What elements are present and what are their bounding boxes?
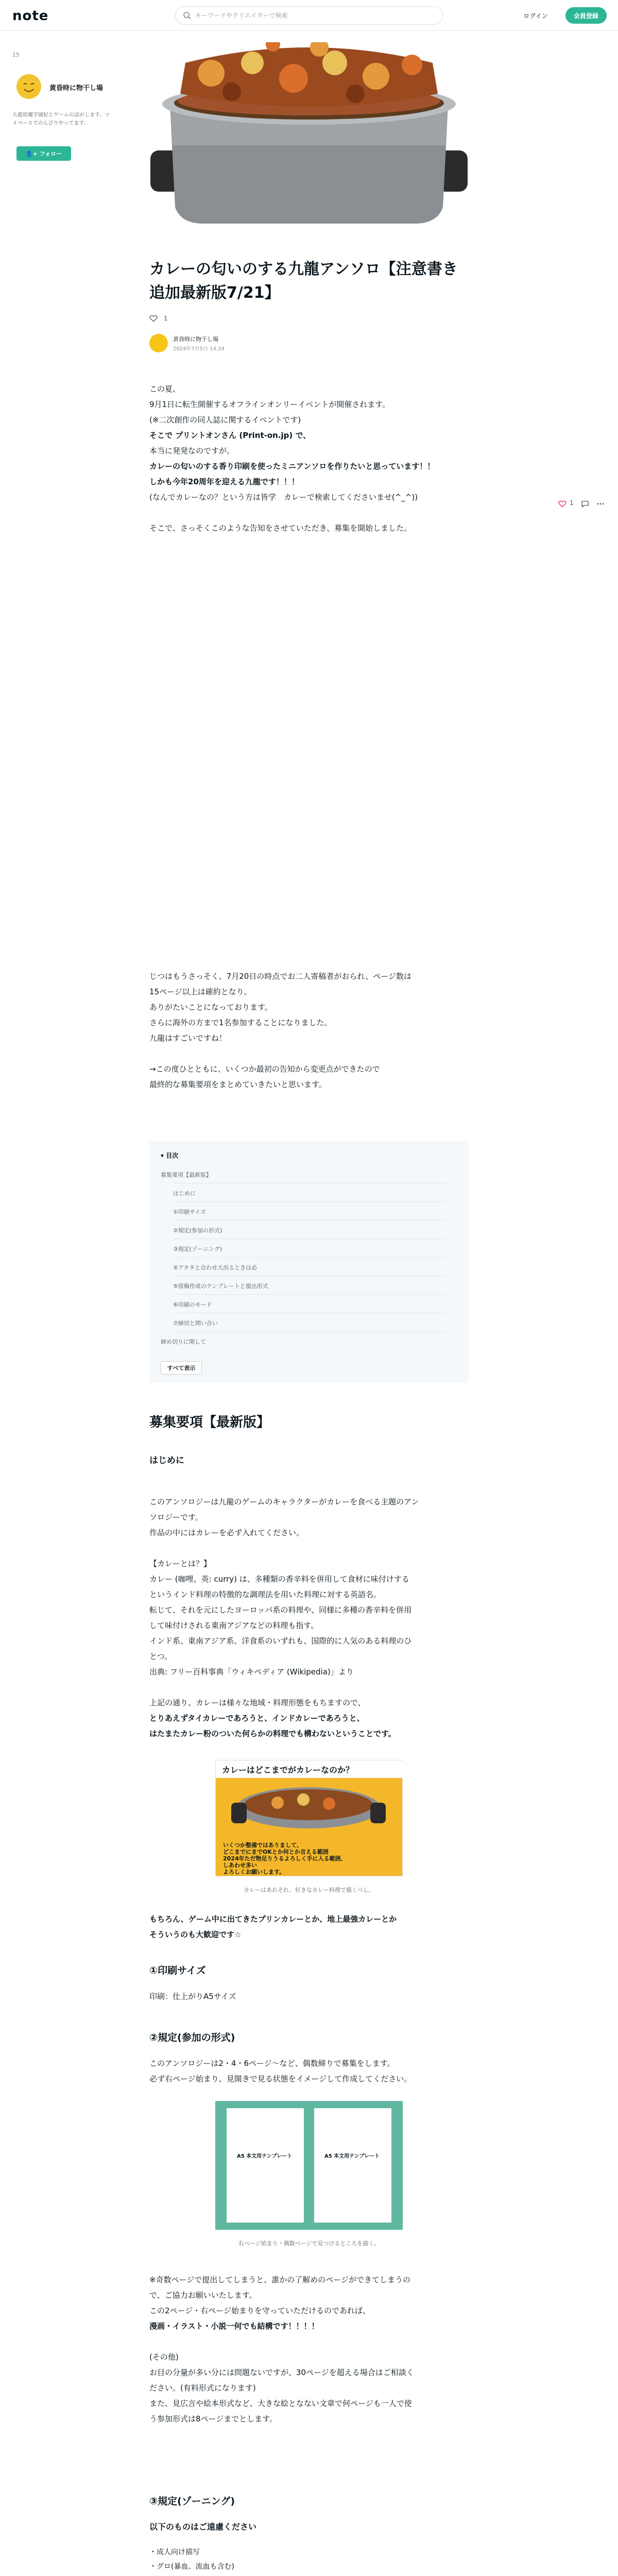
toc-item[interactable]: ⑥印刷のモード — [173, 1301, 212, 1308]
heart-icon[interactable] — [558, 500, 566, 508]
intro-line: (なんでカレーなの？という方は皆学 カレーで検索してくださいませ(^_^)) — [149, 493, 418, 502]
template-page-right — [314, 2108, 391, 2223]
toc-divider — [173, 1257, 446, 1258]
intro-line: そこで、さっそくこのような告知をさせていただき、募集を開始しました。 — [149, 523, 412, 533]
update-line: →この度ひとともに、いくつか最初の告知から変更点ができたので — [149, 1064, 380, 1074]
format-text-2 — [149, 2272, 469, 2427]
template-label: A5 本文用テンプレート — [237, 2154, 293, 2159]
format-heading: ②規定(参加の形式) — [149, 2032, 235, 2043]
add-user-icon: 👤+ — [25, 150, 40, 157]
format-text — [149, 2056, 469, 2087]
body-line: もちろん、ゲーム中に出てきたプリンカレーとか、地上最強カレーとか — [149, 1914, 397, 1924]
figure-line: しあわせ多い — [223, 1862, 257, 1869]
body-line — [149, 1680, 469, 1695]
body-line: とりあえずタイカレーであろうと、インドカレーであろうと、 — [149, 1714, 365, 1723]
update-line: 九龍はすごいですね！ — [149, 1033, 227, 1043]
heart-icon[interactable] — [149, 314, 158, 323]
update-line: じつはもうさっそく、7月20日の時点でお二人寄稿者がおられ、ページ数は — [149, 972, 411, 981]
body-line: ※奇数ページで提出してしまうと、誰かの了解めのページができてしまうの — [149, 2275, 410, 2284]
update-line: 15ページ以上は確約となり。 — [149, 987, 252, 996]
list-item: ・成人向け描写 — [149, 2548, 200, 2556]
sidebar-small-text: 15 — [12, 52, 20, 58]
search-input[interactable] — [195, 10, 432, 21]
toc-item[interactable]: ③規定(ゾーニング) — [173, 1246, 222, 1252]
update-line: さらに海外の方まで1名参加することになりました。 — [149, 1018, 332, 1027]
body-line: 必ず右ページ始まり、見開きで見る状態をイメージして作成してください。 — [149, 2074, 412, 2083]
body-line: 転じて、それを元にしたヨーロッパ系の料理や、同様に多種の香辛料を併用 — [149, 1605, 412, 1615]
print-size-text: 印刷：仕上がりA5サイズ — [149, 1992, 236, 2001]
body-line: とつ。 — [149, 1652, 173, 1661]
list-item — [149, 2574, 469, 2576]
figure-line: よろしくお願いします。 — [223, 1869, 285, 1875]
zoning-heading: ③規定(ゾーニング) — [149, 2496, 235, 2507]
body-line: インド系、東南アジア系、洋食系のいずれも、国際的に人気のある料理のひ — [149, 1636, 412, 1646]
body-line: というインド料理の特徴的な調理法を用いた料理に対する英語名。 — [149, 1590, 382, 1599]
body-line: はたまたカレー粉のついた何らかの料理でも構わないということです。 — [149, 1729, 396, 1738]
body-line: 作品の中にはカレーを必ず入れてください。 — [149, 1528, 304, 1537]
toc-divider — [173, 1201, 446, 1202]
figure-body-text — [223, 1842, 347, 1875]
figure-caption: カレーはあれそれ、好きなカレー料理で描くべし。 — [244, 1887, 374, 1893]
body-line — [149, 2334, 469, 2349]
toc-item[interactable]: 締め切りに関して — [161, 1338, 206, 1345]
toc-divider — [173, 1331, 446, 1332]
toc-show-all-button[interactable]: すべて表示 — [161, 1361, 202, 1375]
toc-divider — [173, 1294, 446, 1295]
float-like-count: 1 — [570, 499, 574, 506]
toc-item[interactable]: ②規定(参加の形式) — [173, 1227, 222, 1234]
creator-sidebar — [12, 52, 115, 157]
search-icon — [183, 11, 191, 20]
login-button[interactable]: ログイン — [515, 8, 556, 23]
hero-curry-pot-image — [149, 42, 469, 228]
toc-title — [161, 1151, 178, 1160]
intro-line — [149, 505, 469, 520]
toc-item[interactable]: はじめに — [173, 1190, 196, 1197]
creator-name[interactable]: 黄昏時に物干し場 — [49, 84, 104, 92]
body-line: そういうのも大歓迎です☆ — [149, 1930, 242, 1939]
comment-icon[interactable] — [581, 500, 589, 508]
figure-line: どこまでにまでOKとか何とか言える範囲 — [223, 1849, 329, 1855]
body-line: 出典: フリー百科事典「ウィキペディア (Wikipedia)」より — [149, 1667, 354, 1676]
update-text — [149, 969, 469, 1092]
article-title: カレーの匂いのする九龍アンソロ【注意書き追加最新版7/21】 — [149, 260, 458, 302]
author-avatar[interactable] — [149, 334, 168, 352]
search-bar[interactable] — [175, 6, 443, 25]
list-item: ・グロ(暴血、流血も含む) — [149, 2563, 234, 2571]
curry-pot-illustration — [221, 1782, 396, 1839]
creator-avatar[interactable] — [16, 74, 41, 99]
follow-button[interactable] — [16, 146, 71, 161]
update-line: ありがたいことになっております。 — [149, 1003, 272, 1012]
zoning-list — [149, 2545, 469, 2576]
print-size-heading: ①印刷サイズ — [149, 1965, 206, 1976]
more-icon[interactable] — [596, 500, 605, 508]
like-count: 1 — [163, 314, 168, 322]
toc-item[interactable]: 募集要項【最新版】 — [161, 1172, 212, 1178]
template-page-left — [227, 2108, 304, 2223]
body-line: う参加形式は8ページまでとします。 — [149, 2414, 278, 2424]
body-line: また、見広言や絵本形式など、大きな絵となない文章で何ページも一人で使 — [149, 2399, 412, 2408]
body-line: 漫画・イラスト・小説一何でも結構です！！！！ — [149, 2321, 319, 2331]
top-header — [0, 0, 618, 31]
body-line — [149, 1540, 469, 1556]
body-line: で、ご協力お願いいたします。 — [149, 2291, 257, 2300]
figure-line: いくつか整備ではありまして、 — [223, 1842, 302, 1849]
body-line: ださい。(有料形式になります) — [149, 2383, 256, 2393]
intro-line: (※二次創作の同人誌に関するイベントです) — [149, 415, 301, 425]
table-of-contents — [149, 1141, 469, 1383]
body-line: お目の分量が多い分には問題ないですが、30ページを超える場合はご相談く — [149, 2368, 414, 2377]
floating-actions — [558, 499, 610, 509]
toc-divider — [173, 1220, 446, 1221]
body-text-2 — [149, 1911, 469, 1942]
body-line: ソロジーです。 — [149, 1513, 203, 1522]
post-date: 2024年7月5日 14:24 — [173, 346, 225, 352]
toc-item[interactable]: ⑤原稿作成のテンプレートと提出形式 — [173, 1283, 268, 1290]
author-name[interactable]: 黄昏時に物干し場 — [173, 336, 218, 343]
smiley-face-icon — [16, 74, 41, 99]
body-line: 上記の通り、カレーは様々な地域・料理形態をもちますので、 — [149, 1698, 366, 1707]
intro-text — [149, 381, 469, 536]
template-label: A5 本文用テンプレート — [324, 2154, 380, 2159]
update-line: 最終的な募集要項をまとめていきたいと思います。 — [149, 1080, 327, 1089]
body-line: この2ページ・右ページ始まりを守っていただけるのであれば、 — [149, 2306, 370, 2315]
figure-line: 2024年ただ物足りうるよろしく手に入る範囲、 — [223, 1855, 347, 1862]
intro-line: しかも今年20周年を迎える九龍です！！！ — [149, 477, 299, 486]
like-row — [149, 314, 167, 323]
creator-bio: 九龍妖魔学園紀とゲームの話がします。マイペースでのんびりやってます。 — [12, 112, 110, 126]
toc-title-label: 目次 — [166, 1152, 179, 1159]
chevron-down-icon[interactable]: ▾ — [161, 1152, 166, 1159]
figure-headline: カレーはどこまでがカレーなのか？ — [216, 1760, 403, 1778]
intro-line: カレーの匂いのする香り印刷を使ったミニアンソロを作りたいと思っています！！ — [149, 462, 435, 471]
note-logo[interactable]: note — [12, 8, 49, 24]
intro-line: 本当に発発なのですが。 — [149, 446, 235, 455]
toc-item[interactable]: ⑦締切と問い合い — [173, 1320, 218, 1327]
body-line: (その他) — [149, 2352, 179, 2362]
body-line: カレー (咖哩、英: curry) は、多種類の香辛料を併用して食材に味付けする — [149, 1574, 409, 1584]
signup-button[interactable]: 会員登録 — [565, 7, 607, 24]
update-line — [149, 1046, 469, 1061]
body-line: 【カレーとは？】 — [149, 1559, 212, 1568]
section-heading: 募集要項【最新版】 — [149, 1415, 270, 1430]
follow-label: フォロー — [39, 150, 62, 157]
intro-line: 9月1日に転生開催するオフラインオンリーイベントが開催されます。 — [149, 400, 390, 409]
body-text-1 — [149, 1494, 469, 1741]
zoning-subheading: 以下のものはご遠慮ください — [149, 2522, 257, 2532]
body-line: このアンソロジーは2・4・6ページ〜など、偶数締りで募集をします。 — [149, 2059, 395, 2068]
intro-line: そこで プリントオンさん (Print-on.jp) で、 — [149, 431, 311, 440]
curry-figure — [215, 1760, 403, 1876]
subheading-hajimeni: はじめに — [149, 1455, 184, 1466]
toc-item[interactable]: ④アタタと合わせ大出るときは必 — [173, 1264, 258, 1271]
intro-line: この夏、 — [149, 384, 181, 394]
template-figure — [215, 2101, 403, 2230]
body-line: このアンソロジーは九龍のゲームのキャラクターがカレーを食べる主題のアン — [149, 1497, 419, 1506]
body-line: して味付けされる東南アジアなどの料理も指す。 — [149, 1621, 319, 1630]
toc-item[interactable]: ①印刷サイズ — [173, 1209, 206, 1215]
figure-caption: 右ページ始まり・偶数ページで見つけるところを描く。 — [238, 2240, 380, 2247]
